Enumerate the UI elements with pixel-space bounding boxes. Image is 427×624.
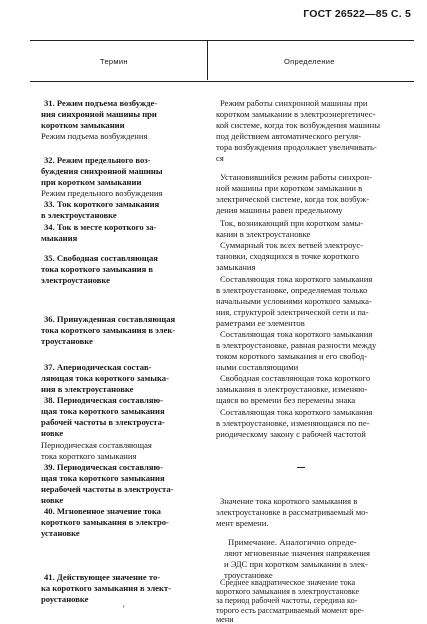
definition-line: ной машины при коротком замыкании в: [216, 183, 363, 193]
definition-line: Среднее квадратическое значение тока: [220, 578, 356, 587]
term-line: 40. Мгновенное значение тока: [44, 506, 161, 516]
term-line: мыкания: [41, 233, 78, 243]
definition-line: электрической системе, когда ток возбуж-: [216, 194, 370, 204]
definition-line: кании в электроустановке: [216, 229, 311, 239]
note-line: ляют мгновенные значения напряжения: [224, 548, 370, 558]
definition-line: дения машины равен предельному: [216, 205, 343, 215]
term-line: 35. Свободная составляющая: [44, 253, 158, 263]
definition-line: раметрами ее элементов: [216, 318, 305, 328]
definition-line: мени: [216, 614, 234, 624]
definition-line: короткого замыкания в электроустановке: [216, 587, 360, 597]
term-line: ния в электроустановке: [41, 384, 134, 394]
note-line: троустановке: [224, 570, 273, 580]
term-column-header: Термин: [100, 57, 128, 66]
table-header-frame: [30, 40, 414, 82]
column-divider: [207, 40, 208, 80]
term-line: рабочей частоты в электроуста-: [41, 417, 165, 427]
term-line: тока короткого замыкания в элек-: [41, 325, 176, 335]
term-line: ка короткого замыкания в элект-: [41, 583, 172, 593]
term-line: короткого замыкания в электро-: [41, 517, 169, 527]
term-line: троустановке: [41, 336, 93, 346]
definition-line: замыкания в электроустановке, изменяю-: [216, 384, 368, 394]
definition-line: кой системе, когда ток возбуждения машины: [216, 120, 380, 130]
page-mark: ': [123, 604, 125, 614]
definition-line: в электроустановке, равная разности между: [216, 340, 377, 350]
term-line: новке: [41, 495, 64, 505]
definition-line: Значение тока короткого замыкания в: [220, 496, 358, 506]
document-code-header: ГОСТ 26522—85 С. 5: [303, 8, 411, 20]
term-line: установке: [41, 528, 80, 538]
definition-line: Установившийся режим работы синхрон-: [220, 172, 372, 182]
term-line: ляющая тока короткого замыка-: [41, 373, 169, 383]
term-line: новке: [41, 428, 64, 438]
definition-line: в электроустановке, изменяющаяся по пе-: [216, 418, 370, 428]
definition-line: под действием автоматического регуля-: [216, 131, 361, 141]
term-line: 37. Апериодическая состав-: [44, 362, 152, 372]
definition-line: электроустановке в рассматриваемый мо-: [216, 507, 369, 517]
term-line: щая тока короткого замыкания: [41, 473, 165, 483]
term-line: 32. Режим предельного воз-: [44, 155, 151, 165]
definition-line: коротком замыкании в электроэнергетичес-: [216, 109, 376, 119]
definition-line: ния, структурой электрической сети и па-: [216, 307, 369, 317]
definition-line: мент времени.: [216, 518, 269, 528]
definition-line: за период рабочей частоты, середина ко-: [216, 596, 358, 606]
definition-line: Режим работы синхронной машины при: [220, 98, 368, 108]
term-short-form: Режим подъема возбуждения: [41, 131, 148, 141]
definition-line: щаяся во времени без перемены знака: [216, 395, 356, 405]
definition-line: тановки, сходящихся в точке короткого: [216, 251, 360, 261]
term-line: 36. Принужденная составляющая: [44, 314, 176, 324]
term-line: нерабочей частоты в электроуста-: [41, 484, 174, 494]
term-line: при коротком замыкании: [41, 177, 142, 187]
definition-line: тора возбуждения продолжает увеличивать-: [216, 142, 377, 152]
term-line: ния синхронной машины при: [41, 109, 157, 119]
definition-line: Свободная составляющая тока короткого: [220, 373, 371, 383]
term-line: буждения синхронной машины: [41, 166, 163, 176]
definition-line: Ток, возникающий при коротком замы-: [220, 218, 364, 228]
term-line: 33. Ток короткого замыкания: [44, 199, 160, 209]
term-line: коротком замыкании: [41, 120, 125, 130]
note-line: Примечание. Аналогично опреде-: [228, 537, 357, 547]
term-line: 39. Периодическая составляю-: [44, 462, 163, 472]
definition-line: риодическому закону с рабочей частотой: [216, 429, 366, 439]
definition-line: ными составляющими: [216, 362, 299, 372]
term-line: щая тока короткого замыкания: [41, 406, 165, 416]
definition-line: Суммарный ток всех ветвей электроус-: [220, 240, 364, 250]
term-line: 38. Периодическая составляю-: [44, 395, 163, 405]
definition-line: Составляющая тока короткого замыкания: [220, 407, 373, 417]
definition-line: замыкания: [216, 262, 256, 272]
term-line: тока короткого замыкания в: [41, 264, 154, 274]
term-line: электроустановке: [41, 275, 110, 285]
definition-line: начальными условиями короткого замыка-: [216, 296, 372, 306]
definition-line: ся: [216, 153, 224, 163]
definition-line: током короткого замыкания и его свобод-: [216, 351, 368, 361]
definition-column-header: Определение: [284, 57, 335, 66]
term-line: роустановке: [41, 594, 89, 604]
note-line: и ЭДС при коротком замыкании в элек-: [224, 559, 368, 569]
definition-line: Составляющая тока короткого замыкания: [220, 274, 373, 284]
term-line: 31. Режим подъема возбужде-: [44, 98, 158, 108]
definition-line: Составляющая тока короткого замыкания: [220, 329, 373, 339]
term-short-form: тока короткого замыкания: [41, 451, 137, 461]
term-line: 34. Ток в месте короткого за-: [44, 222, 157, 232]
term-short-form: Периодическая составляющая: [41, 440, 152, 450]
definition-line: торого есть рассматриваемый момент вре-: [216, 605, 364, 615]
dash-separator: [297, 467, 305, 468]
definition-line: в электроустановке, определяемая только: [216, 285, 368, 295]
term-short-form: Режим предельного возбуждения: [41, 188, 163, 198]
term-line: в электроустановке: [41, 210, 117, 220]
term-line: 41. Действующее значение то-: [44, 572, 161, 582]
